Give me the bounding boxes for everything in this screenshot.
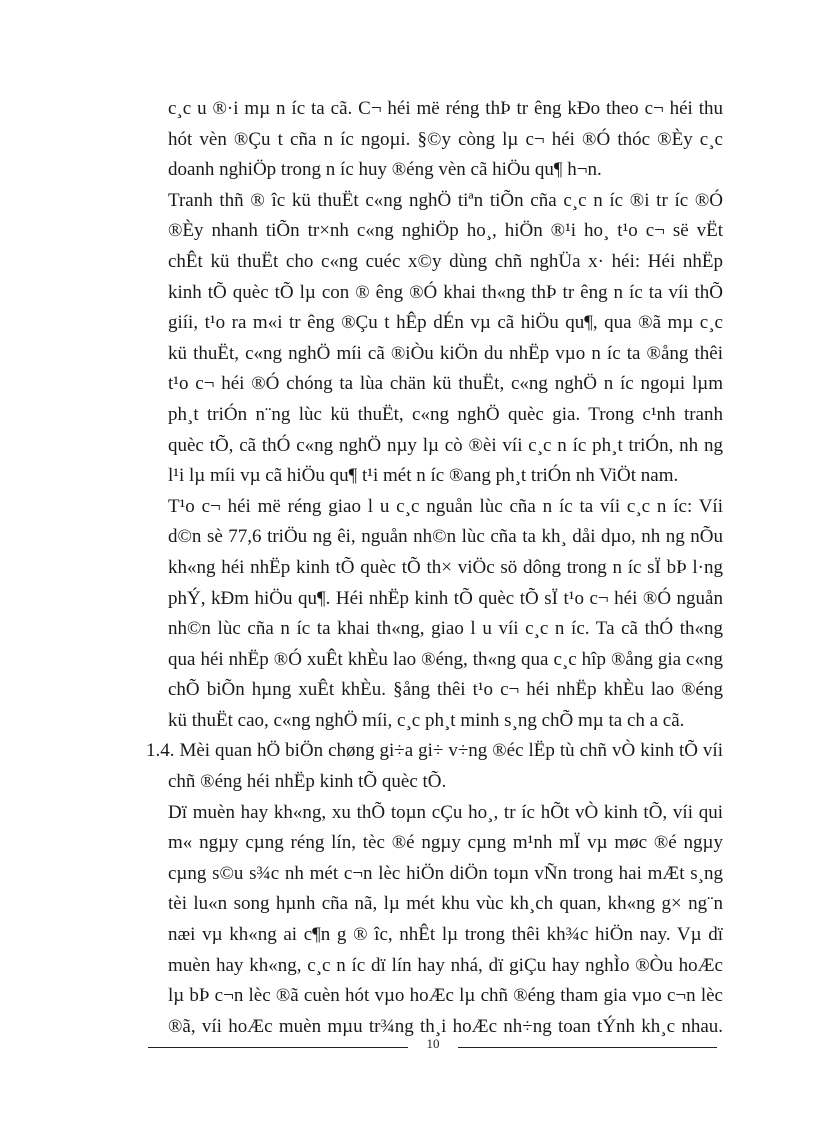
text-line: ph¸t triÓn n¨ng lùc kü thuËt, c«ng nghÖ quèc gia. Trong c¹nh tranh [168,403,723,425]
text-line: tèi lu«n song hµnh cña nã, lµ mét khu vùc kh¸ch quan, kh«ng g× ng¨n [168,893,723,915]
text-line: qua héi nhËp ®Ó xuÊt khÈu lao ®éng, th«ng qua c¸c hîp ®ång gia c«ng [168,648,723,670]
section-heading-continuation: chñ ®éng héi nhËp kinh tÕ quèc tÕ. [168,771,447,793]
text-line: kh«ng héi nhËp kinh tÕ quèc tÕ th× viÖc sö dông trong n íc sÏ bÞ l·ng [168,556,723,578]
text-line: cµng s©u s¾c nh mét c¬n lèc hiÖn diÖn toµn vÑn trong hai mÆt s¸ng [168,862,723,884]
text-line: kü thuËt, c«ng nghÖ míi cã ®iÒu kiÖn du nhËp vµo n íc ta ®ång thêi [168,342,723,364]
text-line: phÝ, kÐm hiÖu qu¶. Héi nhËp kinh tÕ quèc tÕ sÏ t¹o c¬ héi ®Ó nguån [168,587,723,609]
body-text [146,94,723,1042]
text-line: m« ngµy cµng réng lín, tèc ®é ngµy cµng m¹nh mÏ vµ møc ®é ngµy [168,832,723,854]
footer-rule-right [458,1047,717,1048]
text-line: chÊt kü thuËt cho c«ng cuéc x©y dùng chñ nghÜa x· héi: Héi nhËp [168,250,723,272]
text-line: l¹i lµ míi vµ cã hiÖu qu¶ t¹i mét n íc ®ang ph¸t triÓn nh ViÖt nam. [168,465,679,487]
text-line: ®ã, víi hoÆc muèn mµu tr¾ng th¸i hoÆc nh÷ng toan tÝnh kh¸c nhau. [168,1015,723,1037]
text-line: lµ bÞ c¬n lèc ®ã cuèn hót vµo hoÆc lµ chñ ®éng tham gia vµo c¬n lèc [168,985,723,1007]
text-line: kinh tÕ quèc tÕ lµ con ® êng ®Ó khai th«ng thÞ tr êng n íc ta víi thÕ [168,281,723,303]
text-line: nh©n lùc cña n íc ta khai th«ng, giao l u víi c¸c n íc. Ta cã thÓ th«ng [168,618,723,640]
text-line: giíi, t¹o ra m«i tr êng ®Çu t hÊp dÉn vµ cã hiÖu qu¶, qua ®ã mµ c¸c [168,312,723,334]
text-line: c¸c u ®·i mµ n íc ta cã. C¬ héi më réng thÞ tr êng kÐo theo c¬ héi thu [168,98,723,119]
text-line: næi vµ kh«ng ai c¶n g ® îc, nhÊt lµ trong thêi kh¾c hiÖn nay. Vµ dï [168,924,723,946]
section-heading: 1.4. Mèi quan hÖ biÖn chøng gi÷a gi÷ v÷ng ®éc lËp tù chñ vÒ kinh tÕ víi [146,740,723,762]
text-line: doanh nghiÖp trong n íc huy ®éng vèn cã hiÖu qu¶ h¬n. [168,159,602,181]
footer-rule-left [148,1047,408,1048]
text-line: kü thuËt cao, c«ng nghÖ míi, c¸c ph¸t minh s¸ng chÕ mµ ta ch a cã. [168,709,685,731]
text-line: Tranh thñ ® îc kü thuËt c«ng nghÖ tiªn tiÕn cña c¸c n íc ®i tr íc ®Ó [168,189,723,211]
text-line: hót vèn ®Çu t cña n íc ngoµi. §©y còng lµ c¬ héi ®Ó thóc ®Èy c¸c [168,128,723,150]
page-number: 10 [426,1036,440,1051]
text-line: muèn hay kh«ng, c¸c n íc dï lín hay nhá, dï giÇu hay nghÌo ®Òu hoÆc [168,954,723,976]
text-line: ®Èy nhanh tiÕn tr×nh c«ng nghiÖp ho¸, hiÖn ®¹i ho¸ t¹o c¬ së vËt [168,220,723,242]
text-line: T¹o c¬ héi më réng giao l u c¸c nguån lùc cña n íc ta víi c¸c n íc: Víi [168,495,723,517]
text-line: t¹o c¬ héi ®Ó chóng ta lùa chän kü thuËt, c«ng nghÖ n íc ngoµi lµm [168,373,723,395]
text-line: quèc tÕ, cã thÓ c«ng nghÖ nµy lµ cò ®èi víi c¸c n íc ph¸t triÓn, nh ng [168,434,723,456]
text-line: chÕ biÕn hµng xuÊt khÈu. §ång thêi t¹o c¬ héi nhËp khÈu lao ®éng [168,679,723,701]
text-line: d©n sè 77,6 triÖu ng êi, nguån nh©n lùc cña ta kh¸ dåi dµo, nh ng nÕu [168,526,723,548]
text-line: Dï muèn hay kh«ng, xu thÕ toµn cÇu ho¸, tr íc hÕt vÒ kinh tÕ, víi qui [168,801,723,823]
